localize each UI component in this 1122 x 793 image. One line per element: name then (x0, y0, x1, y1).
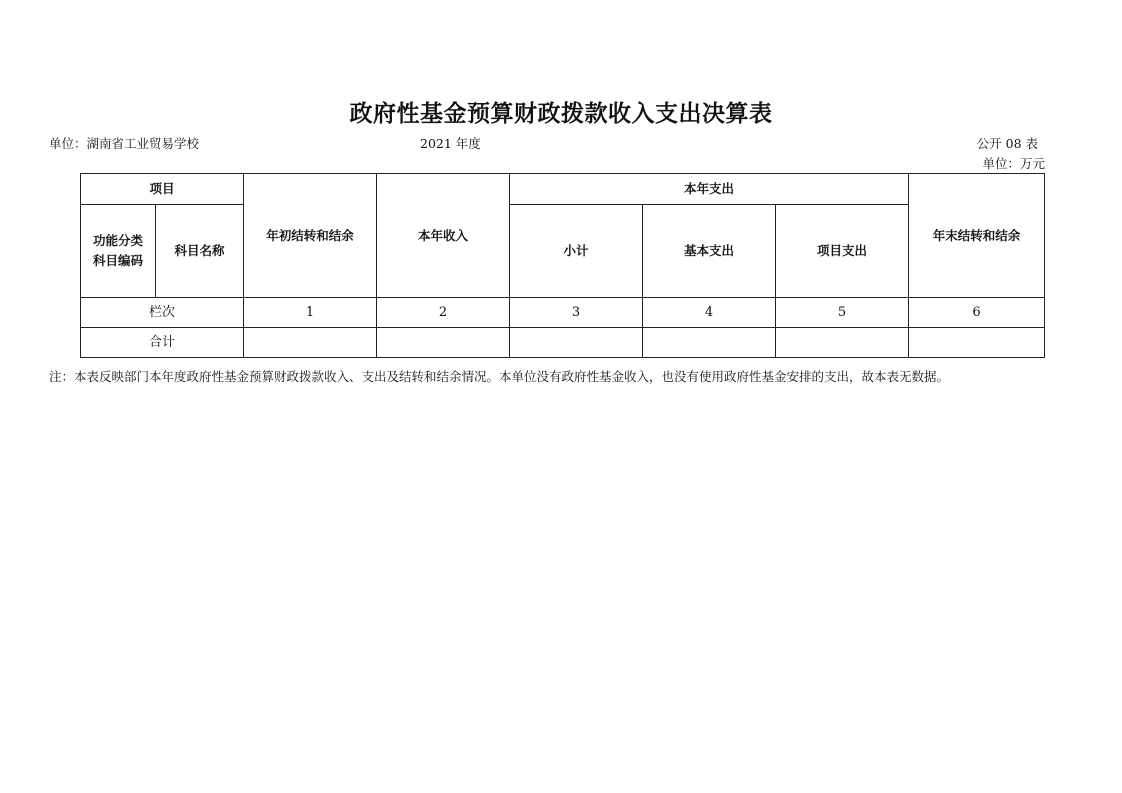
column-number: 4 (643, 298, 776, 328)
header-current-expenditure: 本年支出 (510, 174, 909, 205)
column-number: 5 (776, 298, 909, 328)
column-number: 6 (909, 298, 1045, 328)
column-number: 2 (377, 298, 510, 328)
column-number-label: 栏次 (81, 298, 244, 328)
header-project-expenditure: 项目支出 (776, 205, 909, 298)
total-label: 合计 (81, 328, 244, 358)
total-cell (244, 328, 377, 358)
page-title: 政府性基金预算财政拨款收入支出决算表 (349, 101, 773, 127)
total-row (81, 328, 1045, 358)
fiscal-year: 2021 年度 (420, 136, 481, 151)
reporting-unit: 单位：湖南省工业贸易学校 (49, 136, 200, 151)
total-cell (377, 328, 510, 358)
header-subtotal: 小计 (510, 205, 643, 298)
form-code: 公开 08 表 (976, 136, 1038, 151)
fund-budget-table (80, 173, 1045, 358)
currency-unit: 单位：万元 (982, 156, 1045, 171)
header-basic-expenditure: 基本支出 (643, 205, 776, 298)
header-subject-name: 科目名称 (156, 205, 244, 298)
total-cell (510, 328, 643, 358)
header-opening-balance: 年初结转和结余 (244, 174, 377, 298)
header-current-income: 本年收入 (377, 174, 510, 298)
column-number-row (81, 298, 1045, 328)
header-item: 项目 (81, 174, 244, 205)
header-function-code: 功能分类科目编码 (81, 205, 156, 298)
table-note: 注：本表反映部门本年度政府性基金预算财政拨款收入、支出及结转和结余情况。本单位没有政府性基金收入，也没有使用政府性基金安排的支出，故本表无数据。 (49, 369, 950, 384)
total-cell (776, 328, 909, 358)
column-number: 3 (510, 298, 643, 328)
header-closing-balance: 年末结转和结余 (909, 174, 1045, 298)
column-number: 1 (244, 298, 377, 328)
total-cell (909, 328, 1045, 358)
total-cell (643, 328, 776, 358)
